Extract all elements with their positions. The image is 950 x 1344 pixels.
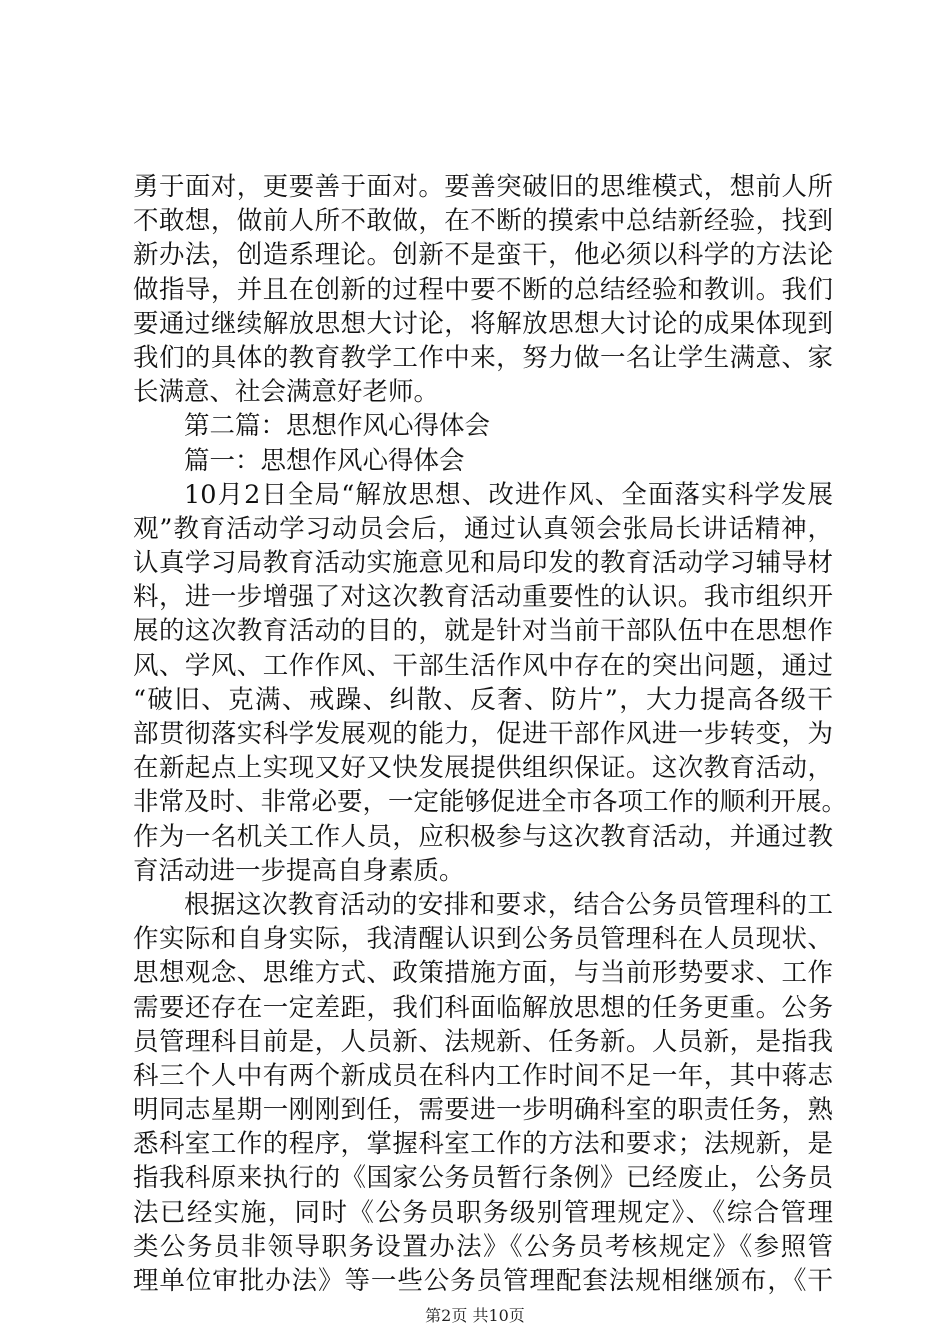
text-line: 理单位审批办法》等一些公务员管理配套法规相继颁布，《干 (133, 1266, 833, 1296)
text-line: 非常及时、非常必要，一定能够促进全市各项工作的顺利开展。 (133, 787, 848, 818)
text-line: 我们的具体的教育教学工作中来，努力做一名让学生满意、家 (133, 342, 833, 373)
text-line: 料，进一步增强了对这次教育活动重要性的认识。我市组织开 (133, 582, 833, 613)
text-line: 思想观念、思维方式、政策措施方面，与当前形势要求、工作 (133, 958, 833, 989)
text-line: 勇于面对，更要善于面对。要善突破旧的思维模式，想前人所 (133, 172, 833, 202)
text-line: 做指导，并且在创新的过程中要不断的总结经验和教训。我们 (133, 274, 833, 305)
text-line: 认真学习局教育活动实施意见和局印发的教育活动学习辅导材 (133, 548, 833, 579)
text-line: 不敢想，做前人所不敢做，在不断的摸索中总结新经验，找到 (133, 206, 833, 237)
text-line: 法已经实施，同时《公务员职务级别管理规定》、《综合管理 (133, 1197, 833, 1228)
text-line: 根据这次教育活动的安排和要求，结合公务员管理科的工 (184, 889, 833, 920)
document-body (133, 170, 848, 1298)
text-line: 新办法，创造系理论。创新不是蛮干，他必须以科学的方法论 (133, 240, 833, 271)
text-line: 观”教育活动学习动员会后，通过认真领会张局长讲话精神， (133, 513, 833, 544)
text-line: 类公务员非领导职务设置办法》《公务员考核规定》《参照管 (133, 1231, 833, 1262)
text-line: 篇一：思想作风心得体会 (184, 445, 465, 476)
text-line: 10月2日全局“解放思想、改进作风、全面落实科学发展 (184, 479, 833, 510)
text-line: 员管理科目前是，人员新、法规新、任务新。人员新，是指我 (133, 1026, 833, 1057)
text-line: 在新起点上实现又好又快发展提供组织保证。这次教育活动， (133, 753, 833, 784)
text-line: 风、学风、工作作风、干部生活作风中存在的突出问题，通过 (133, 650, 833, 681)
text-line: 悉科室工作的程序，掌握科室工作的方法和要求；法规新，是 (133, 1129, 833, 1160)
text-line: 展的这次教育活动的目的，就是针对当前干部队伍中在思想作 (133, 616, 833, 647)
text-line: 部贯彻落实科学发展观的能力，促进干部作风进一步转变，为 (133, 719, 833, 749)
text-line: 作实际和自身实际，我清醒认识到公务员管理科在人员现状、 (133, 924, 833, 955)
text-line: 要通过继续解放思想大讨论，将解放思想大讨论的成果体现到 (133, 308, 833, 339)
text-line: 育活动进一步提高自身素质。 (133, 855, 465, 886)
text-line: 科三个人中有两个新成员在科内工作时间不足一年，其中蒋志 (133, 1060, 833, 1091)
text-line: “破旧、克满、戒躁、纠散、反奢、防片”，大力提高各级干 (133, 684, 833, 715)
text-line: 长满意、社会满意好老师。 (133, 377, 440, 408)
text-line: 作为一名机关工作人员，应积极参与这次教育活动，并通过教 (133, 821, 833, 852)
text-line: 第二篇：思想作风心得体会 (184, 411, 491, 442)
text-line: 明同志星期一刚刚到任，需要进一步明确科室的职责任务，熟 (133, 1095, 833, 1126)
text-line: 需要还存在一定差距，我们科面临解放思想的任务更重。公务 (133, 992, 833, 1023)
text-line: 指我科原来执行的《国家公务员暂行条例》已经废止，公务员 (133, 1163, 833, 1194)
page-footer: 第2页 共10页 (425, 1306, 525, 1325)
